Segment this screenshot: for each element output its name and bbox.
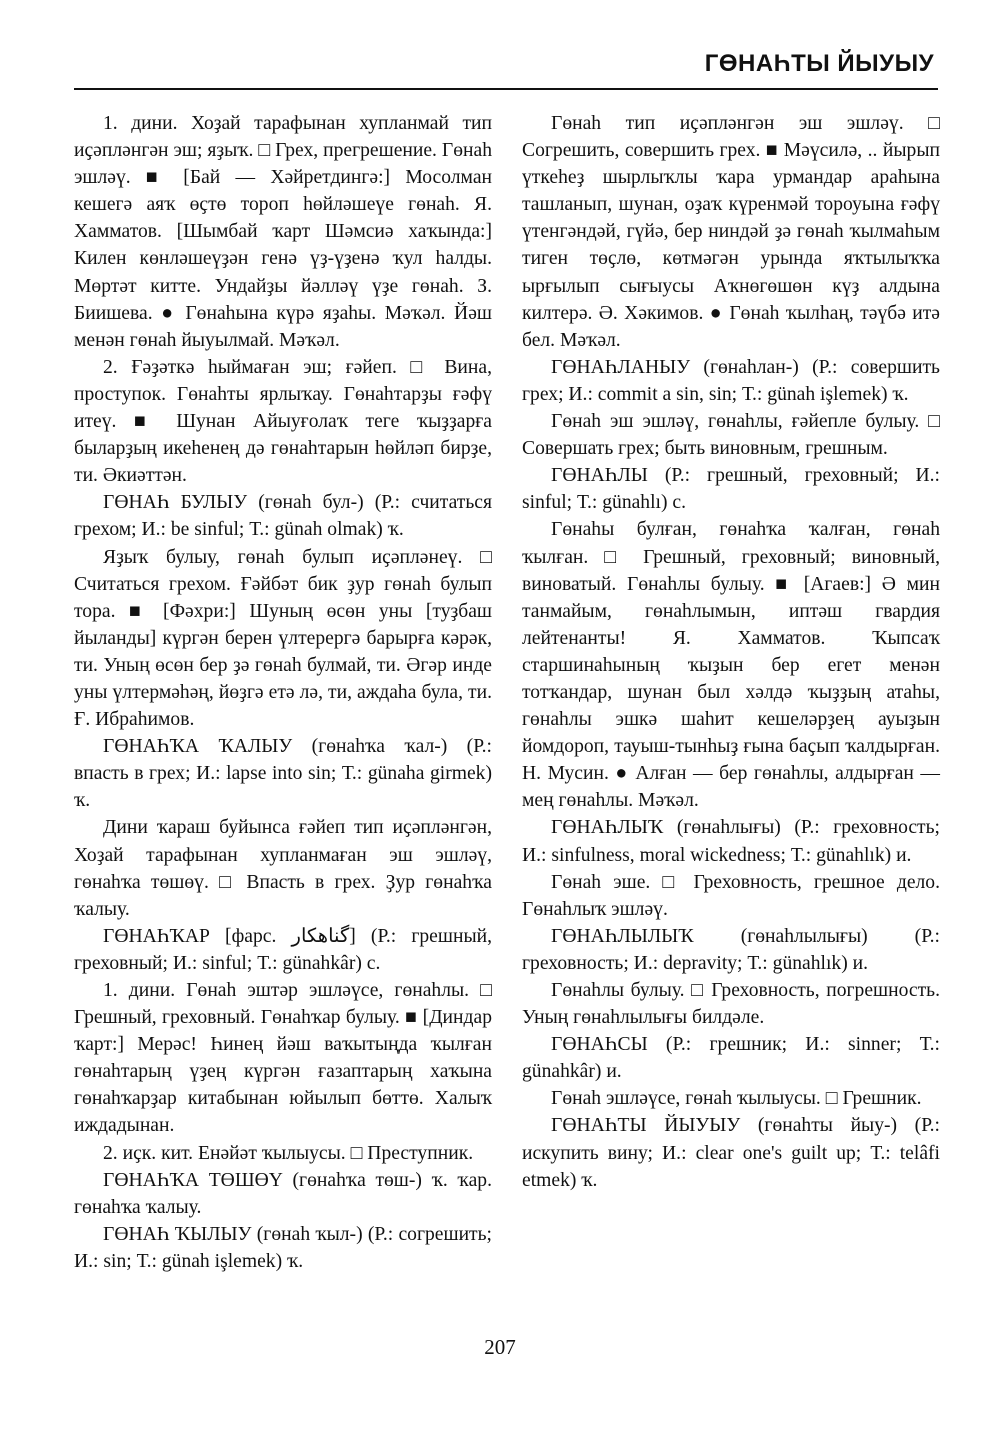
left-column [74, 110, 492, 1275]
page-number: 207 [484, 1335, 516, 1359]
headword-entry: ГӨНАҺ ҠЫЛЫУ (гөнаһ ҡыл-) (Р.: согрешить; И.: sin; Т.: günah işlemek) ҡ. [74, 1223, 492, 1272]
entry-paragraph: Гөнаһ эше. □ Греховность, грешное дело. Гөнаһлыҡ эшләү. [522, 871, 940, 920]
headword-entry: ГӨНАҺҠАР [фарс. گناهکار] (Р.: грешный, греховный; И.: sinful; Т.: günahkâr) с. [74, 925, 492, 974]
headword-entry: ГӨНАҺЛЫЛЫҠ (гөнаһлылығы) (Р.: греховность; И.: depravity; Т.: günahlık) и. [522, 925, 940, 974]
entry-paragraph: 1. дини. Хоҙай тарафынан хупланмай тип иҫәпләнгән эш; яҙыҡ. □ Грех, прегрешение. Гөнаһ эшләү. ■ [Бай — Хәйретдингә:] Мосолман кешегә аяҡ өҫтө тороп һөйләшеүе гөнаһ. Я. Хамматов. [Шымбай ҡарт Шәмсиә хаҡында:] Килен көнләшеүҙән генә үҙ-үҙенә ҡул һалды. Мөртәт китте. Ундайҙы йәлләү үҙе гөнаһ. З. Биишева. ● Гөнаһына күрә яҙаһы. Мәҡәл. Йәш менән гөнаһ йыуылмай. Мәҡәл. [74, 113, 492, 351]
entry-paragraph: 2. иҫк. кит. Енәйәт ҡылыусы. □ Преступник. [103, 1142, 474, 1164]
entry-paragraph: Гөнаһ эш эшләү, гөнаһлы, ғәйепле булыу. □ Совершать грех; быть виновным, грешным. [522, 411, 940, 460]
entry-paragraph: Гөнаһы булған, гөнаһҡа ҡалған, гөнаһ ҡылған. □ Грешный, греховный; виновный, виноватый. Гөнаһлы булыу. ■ [Агаев:] Ә мин танмайым, гөнаһлымын, иптәш гвардия лейтенанты! Я. Хамматов. Ҡыпсаҡ старшинаһының ҡыҙын бер егет менән тотҡандар, шунан был хәлдә ҡыҙҙың атаһы, гөнаһлы эшкә шаһит кешеләрҙең ауыҙын йомдороп, тауыш-тынһыҙ ғына баҫып ҡалдырған. Н. Мусин. ● Алған — бер гөнаһлы, алдырған — мең гөнаһлы. Мәҡәл. [522, 519, 940, 812]
headword-entry: ГӨНАҺҠА ТӨШӨҮ (гөнаһҡа төш-) ҡ. ҡар. гөнаһҡа ҡалыу. [74, 1169, 492, 1218]
entry-paragraph: Гөнаһ тип иҫәпләнгән эш эшләү. □ Согрешить, совершить грех. ■ Мәүсилә, .. йырып үткеһеҙ шырлыҡлы ҡара урмандар араһына ташланып, шунан, оҙаҡ күренмәй тороуына ғәфү үтенгәндәй, гүйә, бер ниндәй ҙә гөнаһ ҡылмаһым тиген төҫлө, көтмәгән урында яҡтылыҡҡа ырғылып сығыусы Аҡнөгөшөн күҙ алдына килтерә. Ә. Хәкимов. ● Гөнаһ ҡылһаң, тәүбә итә бел. Мәҡәл. [522, 113, 940, 351]
entry-paragraph: Гөнаһ эшләүсе, гөнаһ ҡылыусы. □ Грешник. [551, 1088, 922, 1110]
headword-entry: ГӨНАҺ БУЛЫУ (гөнаһ бул-) (Р.: считаться грехом; И.: be sinful; Т.: günah olmak) ҡ. [74, 492, 492, 541]
entry-paragraph: 1. дини. Гөнаһ эштәр эшләүсе, гөнаһлы. □ Грешный, греховный. Гөнаһҡар булыу. ■ [Диндар ҡарт:] Мерәс! Һинең йәш ваҡытыңда ҡылған гөнаһтарың үҙең күргән ғазаптарың хаҡына гөнаһҡарҙар китабынан юйылып бөттө. Халыҡ иждадынан. [74, 980, 492, 1137]
headword-entry: ГӨНАҺЛЫҠ (гөнаһлығы) (Р.: греховность; И.: sinfulness, moral wickedness; Т.: günahlık) и. [522, 817, 940, 866]
headword-entry: ГӨНАҺТЫ ЙЫУЫУ (гөнаһты йыу-) (Р.: искупить вину; И.: clear one's guilt up; Т.: telâfi etmek) ҡ. [522, 1115, 940, 1191]
entry-paragraph: Гөнаһлы булыу. □ Греховность, погрешность. Уның гөнаһлылығы билдәле. [522, 980, 940, 1029]
running-head: ГӨНАҺТЫ ЙЫУЫУ [704, 50, 934, 77]
headword-entry: ГӨНАҺСЫ (Р.: грешник; И.: sinner; Т.: günahkâr) и. [522, 1034, 940, 1083]
headword-entry: ГӨНАҺЛЫ (Р.: грешный, греховный; И.: sinful; Т.: günahlı) с. [522, 465, 940, 514]
headword-entry: ГӨНАҺЛАНЫУ (гөнаһлан-) (Р.: совершить грех; И.: commit a sin, sin; Т.: günah işlemek) ҡ. [522, 356, 940, 405]
headword-entry: ГӨНАҺҠА ҠАЛЫУ (гөнаһҡа ҡал-) (Р.: впасть в грех; И.: lapse into sin; Т.: günaha girmek) ҡ. [74, 736, 492, 812]
entry-paragraph: Дини ҡараш буйынса ғәйеп тип иҫәпләнгән, Хоҙай тарафынан хупланмаған эш эшләү, гөнаһҡа төшөү. □ Впасть в грех. Ҙур гөнаһҡа ҡалыу. [74, 817, 492, 920]
right-column [522, 110, 940, 1194]
entry-paragraph: Яҙыҡ булыу, гөнаһ булып иҫәпләнеү. □ Считаться грехом. Ғәйбәт бик ҙур гөнаһ булып тора. ■ [Фәхри:] Шуның өсөн уны [туҙбаш йыланды] күргән берен үлтерергә барырға кәрәк, ти. Уның өсөн бер ҙә гөнаһ булмай, ти. Әгәр инде уны үлтермәһәң, йөҙгә етә лә, ти, аждаһа була, ти. Ғ. Ибраһимов. [74, 546, 492, 731]
entry-paragraph: 2. Ғәҙәткә һыймаған эш; ғәйеп. □ Вина, проступок. Гөнаһты ярлыҡау. Гөнаһтарҙы ғәфү итеү. ■ Шунан Айыуғолаҡ теге ҡыҙҙарға быларҙың икеһенең дә гөнаһтарын һөйләп бирҙе, ти. Әкиәттән. [74, 356, 492, 487]
header-rule [74, 88, 938, 90]
